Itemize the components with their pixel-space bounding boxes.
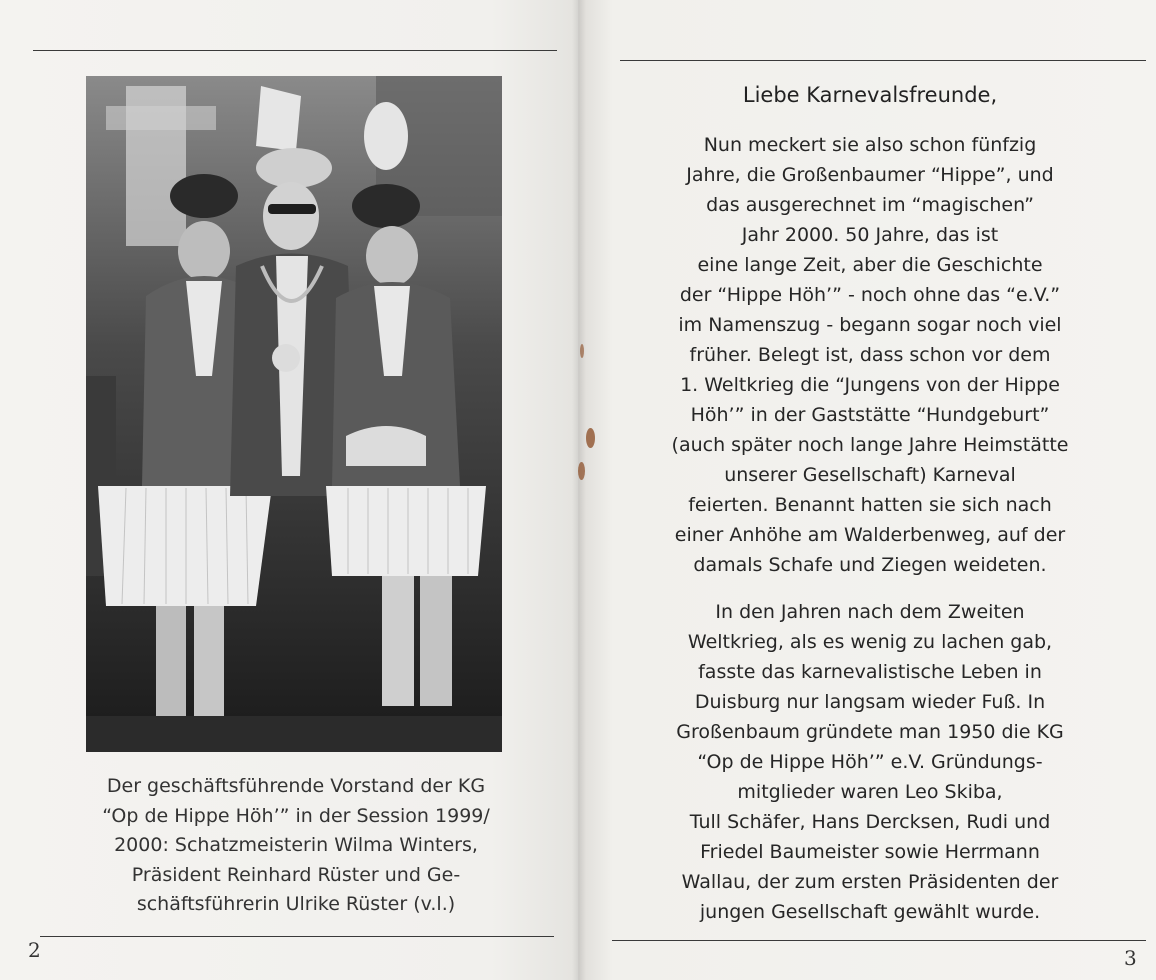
- text-line: fasste das karnevalistische Leben in: [698, 661, 1042, 683]
- text-line: “Op de Hippe Höh’” e.V. Gründungs-: [697, 751, 1043, 773]
- page-number-right: 3: [1124, 946, 1137, 970]
- text-line: der “Hippe Höh’” - noch ohne das “e.V.”: [679, 284, 1061, 306]
- text-line: Duisburg nur langsam wieder Fuß. In: [694, 691, 1046, 713]
- book-fold: [572, 0, 586, 980]
- photo-caption: [40, 772, 552, 920]
- bottom-rule-right: [612, 940, 1146, 941]
- text-line: das ausgerechnet im “magischen”: [706, 194, 1034, 216]
- text-line: Friedel Baumeister sowie Herrmann: [700, 841, 1040, 863]
- paragraph-2: [620, 597, 1120, 927]
- paragraph-1: [620, 130, 1120, 580]
- text-line: Großenbaum gründete man 1950 die KG: [676, 721, 1064, 743]
- letter-heading: Liebe Karnevalsfreunde,: [742, 83, 998, 107]
- caption-line: schäftsführerin Ulrike Rüster (v.l.): [136, 893, 456, 915]
- text-line: Weltkrieg, als es wenig zu lachen gab,: [687, 631, 1053, 653]
- text-line: (auch später noch lange Jahre Heimstätte: [671, 434, 1069, 456]
- text-line: Höh’” in der Gaststätte “Hundgeburt”: [690, 404, 1050, 426]
- top-rule-right: [620, 60, 1146, 61]
- text-line: im Namenszug - begann sogar noch viel: [678, 314, 1062, 336]
- caption-line: 2000: Schatzmeisterin Wilma Winters,: [114, 834, 478, 856]
- text-line: Nun meckert sie also schon fünfzig: [703, 134, 1037, 156]
- text-line: In den Jahren nach dem Zweiten: [715, 601, 1025, 623]
- text-line: damals Schafe und Ziegen weideten.: [693, 554, 1047, 576]
- text-line: feierten. Benannt hatten sie sich nach: [688, 494, 1052, 516]
- paper-stain: [586, 428, 595, 448]
- text-line: einer Anhöhe am Walderbenweg, auf der: [674, 524, 1066, 546]
- photo-illustration: [86, 76, 502, 752]
- caption-line: Präsident Reinhard Rüster und Ge-: [131, 863, 461, 886]
- text-line: jungen Gesellschaft gewählt wurde.: [699, 901, 1041, 923]
- paper-stain: [580, 344, 584, 358]
- text-line: Wallau, der zum ersten Präsidenten der: [681, 871, 1059, 893]
- bottom-rule-left: [40, 936, 554, 937]
- top-rule-left: [33, 50, 557, 51]
- text-line: Jahr 2000. 50 Jahre, das ist: [741, 224, 999, 246]
- text-line: unserer Gesellschaft) Karneval: [724, 464, 1016, 486]
- caption-line: Der geschäftsführende Vorstand der KG: [106, 775, 486, 797]
- text-line: eine lange Zeit, aber die Geschichte: [697, 254, 1043, 276]
- text-line: mitglieder waren Leo Skiba,: [737, 781, 1003, 803]
- text-line: Jahre, die Großenbaumer “Hippe”, und: [686, 164, 1054, 186]
- caption-line: “Op de Hippe Höh’” in der Session 1999/: [102, 804, 490, 827]
- group-photo: [86, 76, 502, 752]
- text-line: früher. Belegt ist, dass schon vor dem: [689, 344, 1051, 366]
- text-line: 1. Weltkrieg die “Jungens von der Hippe: [680, 374, 1060, 396]
- paper-stain: [578, 462, 585, 480]
- text-line: Tull Schäfer, Hans Dercksen, Rudi und: [689, 811, 1051, 833]
- page-number-left: 2: [28, 938, 41, 962]
